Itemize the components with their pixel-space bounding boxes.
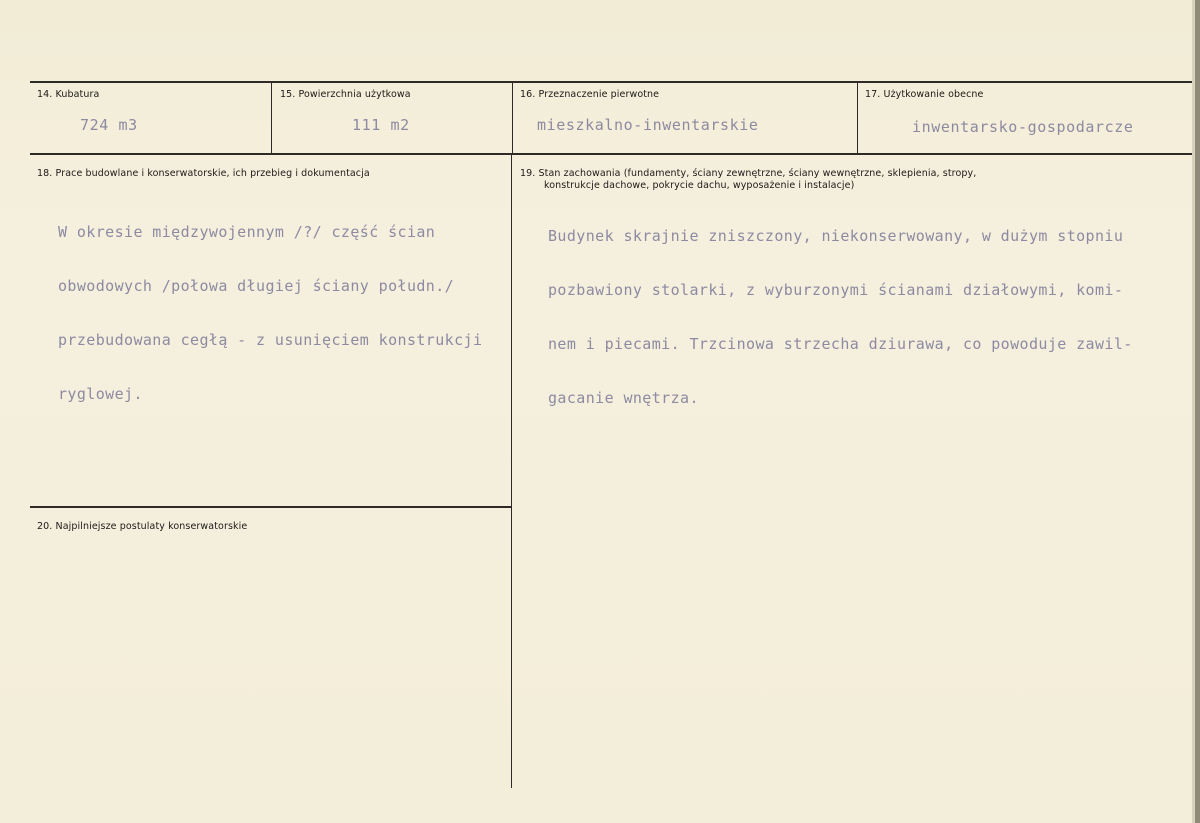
divider-main-column <box>511 153 512 788</box>
field-19-line: nem i piecami. Trzcinowa strzecha dziurawa, co powoduje zawil- <box>548 335 1133 353</box>
field-15-label: 15. Powierzchnia użytkowa <box>280 89 411 100</box>
section18-bottom-rule <box>30 506 511 508</box>
divider-16-17 <box>857 81 858 154</box>
field-19-text <box>548 191 1133 443</box>
field-19-line: Budynek skrajnie zniszczony, niekonserwowany, w dużym stopniu <box>548 227 1124 245</box>
field-17-label: 17. Użytkowanie obecne <box>865 89 984 100</box>
top-rule <box>30 81 1194 83</box>
field-18-line: obwodowych /połowa długiej ściany połudn./ <box>58 277 455 295</box>
field-18-label: 18. Prace budowlane i konserwatorskie, ich przebieg i dokumentacja <box>37 168 370 179</box>
field-19-label-line2: konstrukcje dachowe, pokrycie dachu, wyposażenie i instalacje) <box>544 180 855 191</box>
row1-bottom-rule <box>30 153 1194 155</box>
divider-15-16 <box>512 81 513 154</box>
field-18-line: ryglowej. <box>58 385 143 403</box>
field-16-value: mieszkalno-inwentarskie <box>537 116 759 134</box>
field-15-value: 111 m2 <box>352 116 410 134</box>
field-18-text <box>58 187 482 439</box>
page-edge <box>1195 0 1200 823</box>
field-19-line: gacanie wnętrza. <box>548 389 699 407</box>
field-17-value: inwentarsko-gospodarcze <box>912 118 1134 136</box>
field-14-label: 14. Kubatura <box>37 89 100 100</box>
field-19-label-line1: 19. Stan zachowania (fundamenty, ściany zewnętrzne, ściany wewnętrzne, sklepienia, stropy, <box>520 168 977 179</box>
field-16-label: 16. Przeznaczenie pierwotne <box>520 89 660 100</box>
field-14-value: 724 m3 <box>80 116 138 134</box>
divider-14-15 <box>271 81 272 154</box>
field-20-label: 20. Najpilniejsze postulaty konserwatorskie <box>37 521 248 532</box>
field-18-line: W okresie międzywojennym /?/ część ścian <box>58 223 436 241</box>
field-18-line: przebudowana cegłą - z usunięciem konstrukcji <box>58 331 483 349</box>
field-19-line: pozbawiony stolarki, z wyburzonymi ścianami działowymi, komi- <box>548 281 1124 299</box>
